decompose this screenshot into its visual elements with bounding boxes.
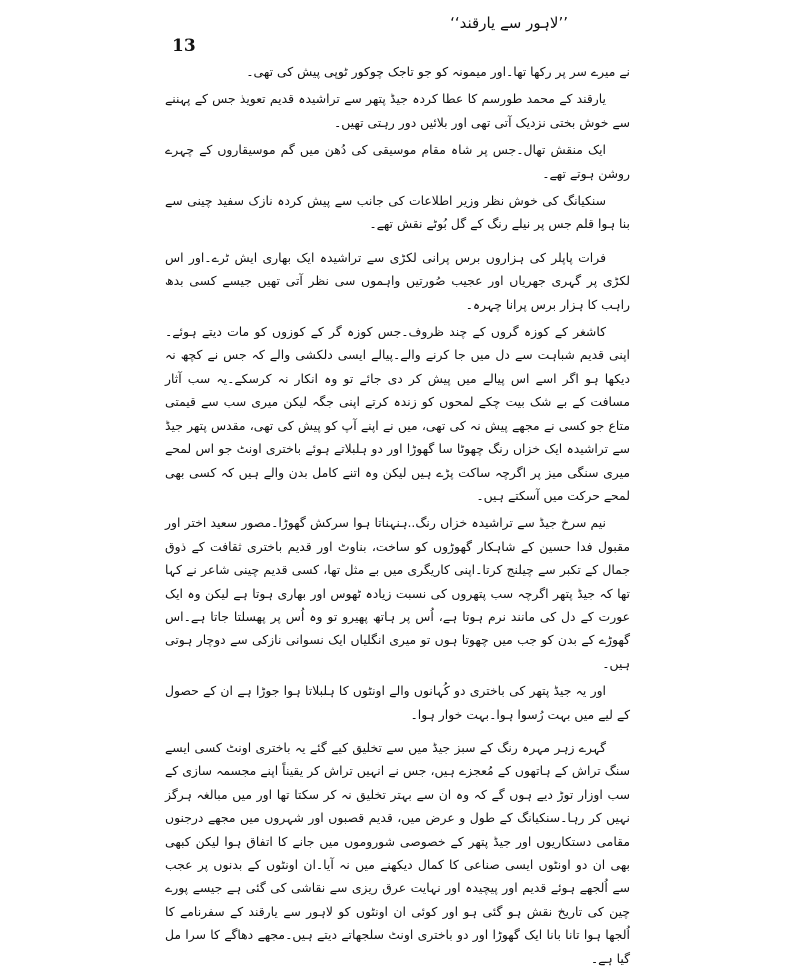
body-text xyxy=(165,60,630,966)
paragraph-camel-craftsmanship: گہرے زہر مہرہ رنگ کے سبز جیڈ میں سے تخلیق کیے گئے یہ باختری اونٹ کسی ایسے سنگ تراش کے ہاتھوں کے مُعجزے ہیں، جس نے انہیں تراش کر یقیناً اپنے مجسمہ سازی کے سب اوزار توڑ دیے ہوں گے کہ وہ ان سے بہتر تخلیق نہ کر سکتا تھا اور میں مبالغہ ہرگز نہیں کر رہا۔سنکیانگ کے طول و عرض میں، قدیم قصبوں اور شہروں میں مجھے درجنوں مقامی دستکاریوں اور جیڈ پتھر کے خصوصی شوروموں میں جانے کا اتفاق ہوا لیکن کبھی بھی ان دو اونٹوں ایسی صناعی کا کمال دیکھنے میں نہ آیا۔ان اونٹوں کے بدنوں پر عجب سے اُلجھے ہوئے قدیم اور پیچیدہ اور نہایت عرق ریزی سے نقاشی کی گئی ہے جیسے پورے چین کی تاریخ نقش ہو گئی ہو اور کوئی ان اونٹوں کو لاہور سے یارقند کے سفرنامے کا اُلجھا ہوا تانا بانا ایک گھوڑا اور دو باختری اونٹ سلجھاتے دیتے ہیں۔مجھے دھاگے کا سرا مل گیا ہے۔ xyxy=(165,739,630,966)
paragraph-pottery-and-jade: کاشغر کے کوزہ گروں کے چند ظروف۔جس کوزہ گر کے کوزوں کو مات دیتے ہوئے۔اپنی قدیم شباہت سے دل میں جا کرنے والے۔پیالے ایسی دلکشی والے کہ جس نے کچھ نہ دیکھا ہو اگر اسے اس پیالے میں پیش کر دی جائے تو وہ انکار نہ کرسکے۔یہ سب آثار مسافت کے بے شک بیت چکے لمحوں کو زندہ کرتے اپنی جگہ لیکن میری سب سے قیمتی متاع جو کسی نے مجھے پیش نہ کی تھی، میں نے اپنے آپ کو پیش کی تھی، مقدس پتھر جیڈ سے تراشیدہ ایک خزاں رنگ چھوٹا سا گھوڑا اور دو ہلبلاتے ہوئے باختری اونٹ جو اس لمحے میری سنگی میز پر اگرچہ ساکت پڑے ہیں لیکن وہ اتنے کامل بدن والے ہیں کہ کسی بھی لمحے حرکت میں آسکتے ہیں۔ xyxy=(165,324,630,503)
page-number: 13 xyxy=(172,36,196,56)
paragraph-amulet: یارقند کے محمد طورسم کا عطا کردہ جیڈ پتھر سے تراشیدہ قدیم تعویذ جس کے پہننے سے خوش بختی نزدیک آتی تھی اور بلائیں دور رہتی تھیں۔ xyxy=(165,91,630,130)
paragraph-engraved-plate: ایک منقش تھال۔جس پر شاہ مقام موسیقی کی دُھن میں گم موسیقاروں کے چہرے روشن ہوتے تھے۔ xyxy=(165,142,630,181)
paragraph-jade-horse: نیم سرخ جیڈ سے تراشیدہ خزاں رنگ..ہنہناتا ہوا سرکش گھوڑا۔مصور سعید اختر اور مقبول فدا حسین کے شاہکار گھوڑوں کو ساخت، بناوٹ اور قدیم باختری ثقافت کے ذوق جمال کے تکبر سے چیلنج کرتا۔اپنی کاریگری میں بے مثل تھا، کسی قدیم چینی شاعر نے کہا تھا کہ جیڈ پتھر اگرچہ سب پتھروں کی نسبت زیادہ ٹھوس اور بھاری ہوتا ہے لیکن وہ ایک عورت کے دل کی مانند نرم ہوتا ہے، اُس پر ہاتھ پھیرو تو وہ اُس پر پھسلتا جاتا ہے۔اس گھوڑے کے بدن کو جب میں چھوتا ہوں تو میری انگلیاں ایک نسوانی نازکی سے دوچار ہوتی ہیں۔ xyxy=(165,515,630,671)
paragraph-gift-list-intro: نے میرے سر پر رکھا تھا۔اور میمونہ کو جو تاجک چوکور ٹوپی پیش کی تھی۔ xyxy=(246,64,630,79)
paragraph-ashtray: فرات پاپلر کی ہزاروں برس پرانی لکڑی سے تراشیدہ ایک بھاری ایش ٹرے۔اور اس لکڑی پر گہری جھریاں اور عجیب صُورتیں واہموں سی نظر آتی تھیں جیسے کسی بدھ راہب کا ہزار برس پرانا چہرہ۔ xyxy=(165,249,630,312)
running-header-title: ’’لاہور سے یارقند‘‘ xyxy=(450,14,568,32)
paragraph-bactrian-camels: اور یہ جیڈ پتھر کی باختری دو کُہانوں والے اونٹوں کا ہلبلاتا ہوا جوڑا ہے ان کے حصول کے لیے میں بہت رُسوا ہوا۔بہت خوار ہوا۔ xyxy=(165,683,630,722)
paragraph-porcelain-pen: سنکیانگ کی خوش نظر وزیر اطلاعات کی جانب سے پیش کردہ نازک سفید چینی سے بنا ہوا قلم جس پر نیلے رنگ کے گل بُوٹے نقش تھے۔ xyxy=(165,193,630,232)
